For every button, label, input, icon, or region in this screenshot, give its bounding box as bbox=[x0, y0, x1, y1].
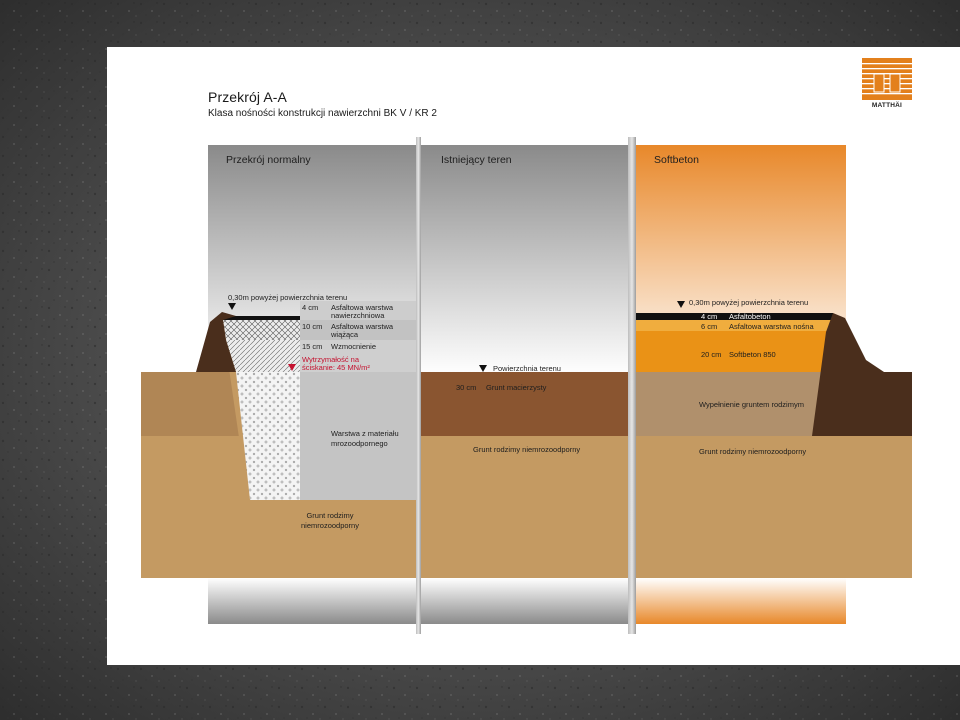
native-soil-label: Grunt rodzimy niemrozoodporny bbox=[699, 447, 807, 456]
layer-name: Softbeton 850 bbox=[729, 350, 776, 359]
panel-title-softbeton: Softbeton bbox=[654, 154, 699, 166]
panel-bg-existing bbox=[421, 145, 628, 375]
strength-note: ściskanie: 45 MN/m² bbox=[302, 363, 370, 372]
topsoil-name: Grunt macierzysty bbox=[486, 383, 547, 392]
binder-layer bbox=[223, 320, 300, 340]
layer-name: wiążąca bbox=[331, 330, 359, 339]
ground-marker-existing: Powierzchnia terenu bbox=[493, 364, 561, 373]
reinforcement-layer bbox=[226, 340, 300, 372]
native-soil-label: niemrozoodporny bbox=[301, 521, 359, 530]
right-embankment bbox=[812, 313, 912, 436]
logo-text: MATTHÄI bbox=[871, 102, 903, 109]
page-title: Przekrój A-A bbox=[208, 89, 287, 105]
panel-foot-normal bbox=[208, 578, 416, 624]
divider-pole-2 bbox=[628, 137, 636, 634]
divider-pole-1 bbox=[416, 137, 421, 634]
ground-marker-normal: 0,30m powyżej powierzchnia terenu bbox=[228, 293, 348, 302]
ground-marker-softbeton: 0,30m powyżej powierzchnia terenu bbox=[689, 298, 809, 307]
layer-thickness: 4 cm bbox=[302, 303, 319, 312]
layer-thickness: 10 cm bbox=[302, 322, 323, 331]
layer-thickness: 6 cm bbox=[701, 322, 718, 331]
layer-name: Wzmocnienie bbox=[331, 342, 377, 351]
panel-foot-softbeton bbox=[636, 578, 846, 624]
layer-name: Asfaltowa warstwa nośna bbox=[729, 322, 814, 331]
layer-name: nawierzchniowa bbox=[331, 311, 385, 320]
layer-name: Asfaltowa warstwa bbox=[331, 322, 394, 331]
topsoil-layer bbox=[421, 372, 628, 436]
panel-foot-existing bbox=[421, 578, 628, 624]
frost-layer-label: Warstwa z materiału bbox=[331, 429, 399, 438]
panel-title-normal: Przekrój normalny bbox=[226, 154, 311, 166]
layer-name: Asfaltobeton bbox=[729, 312, 771, 321]
frost-layer-label: mrozoodpornego bbox=[331, 439, 388, 448]
panel-title-existing: Istniejący teren bbox=[441, 154, 512, 166]
native-soil-label: Grunt rodzimy bbox=[306, 511, 354, 520]
layer-name: Asfaltowa warstwa bbox=[331, 303, 394, 312]
layer-thickness: 20 cm bbox=[701, 350, 722, 359]
topsoil-thickness: 30 cm bbox=[456, 383, 477, 392]
page-subtitle: Klasa nośności konstrukcji nawierzchni BK V / KR 2 bbox=[208, 108, 437, 119]
backfill-label: Wypełnienie gruntem rodzimym bbox=[699, 400, 804, 409]
matthai-logo-icon bbox=[862, 58, 912, 100]
strength-note: Wytrzymałość na bbox=[302, 355, 360, 364]
layer-thickness: 4 cm bbox=[701, 312, 718, 321]
layer-thickness: 15 cm bbox=[302, 342, 323, 351]
native-soil-label: Grunt rodzimy niemrozoodporny bbox=[473, 445, 581, 454]
